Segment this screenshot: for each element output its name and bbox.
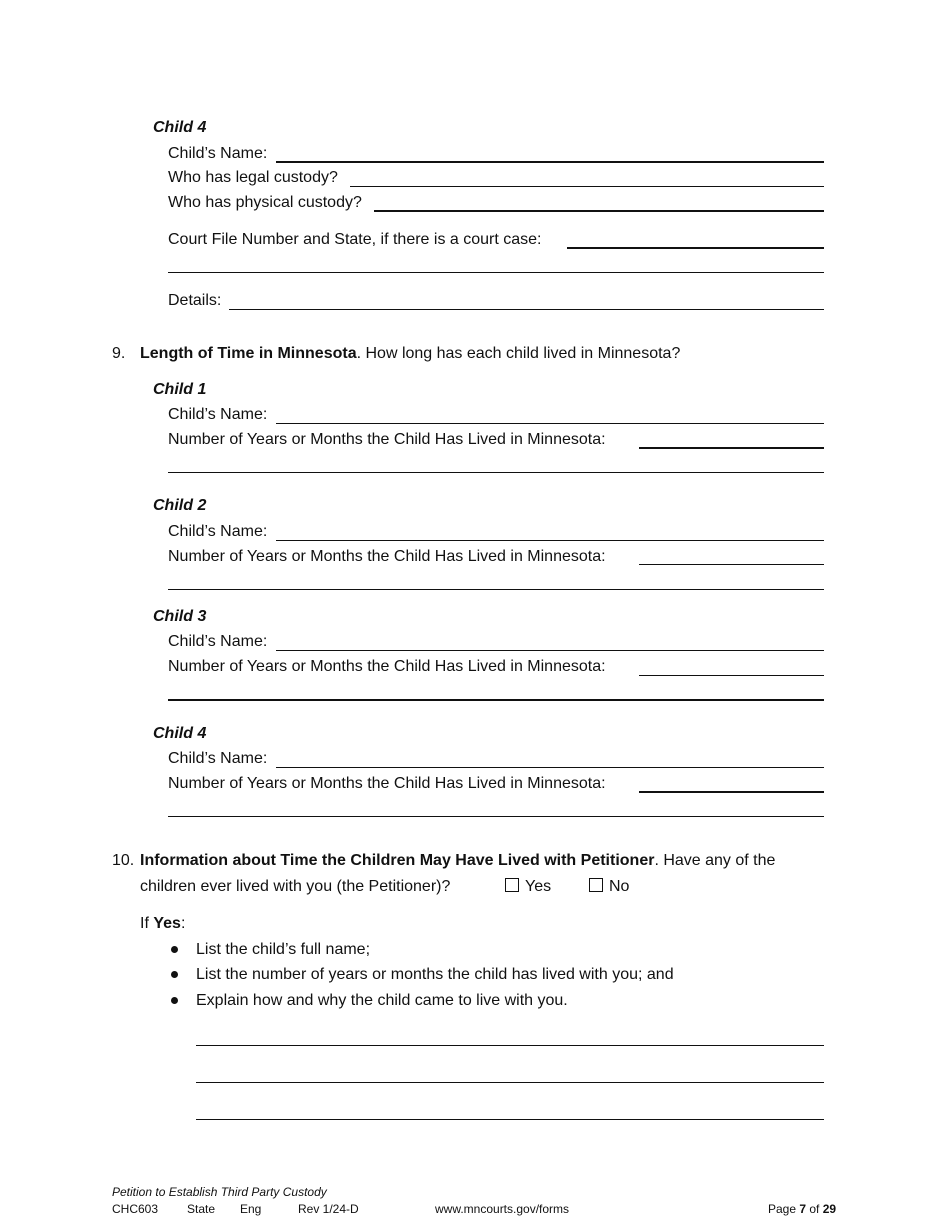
bullet-text-1: List the child’s full name;: [196, 941, 371, 958]
s9-child4-years-label: Number of Years or Months the Child Has Lived in Minnesota:: [168, 775, 606, 792]
s9-child1-title: Child 1: [153, 381, 207, 398]
section10-number: 10.: [112, 852, 135, 869]
child4-name-label: Child’s Name:: [168, 145, 268, 162]
section10-heading: [140, 852, 775, 870]
s9-child2-title: Child 2: [153, 497, 207, 514]
footer-page-prefix: Page: [768, 1202, 800, 1216]
explanation-line-2[interactable]: [196, 1082, 824, 1083]
yes-checkbox-box[interactable]: [505, 878, 519, 892]
child4-custody-title: Child 4: [153, 119, 207, 136]
bullet-text-3: Explain how and why the child came to live with you.: [196, 992, 568, 1009]
footer-page: [768, 1202, 836, 1216]
footer-state: State: [187, 1202, 216, 1216]
s9-child2-years-field[interactable]: [639, 564, 824, 565]
section9-number: 9.: [112, 345, 126, 362]
child4-legal-custody-label: Who has legal custody?: [168, 169, 338, 186]
section9-heading-text: Length of Time in Minnesota: [140, 345, 357, 362]
bullet-dot-2: [171, 971, 178, 978]
s9-child3-title: Child 3: [153, 608, 207, 625]
s9-child3-years-field-2[interactable]: [168, 699, 824, 701]
s9-child1-name-field[interactable]: [276, 423, 824, 424]
no-label: No: [609, 878, 630, 895]
if-yes-label: [140, 915, 185, 933]
child4-court-file-field-2[interactable]: [168, 272, 824, 273]
section10-question-2: children ever lived with you (the Petitioner)?: [140, 878, 451, 895]
footer-form-title-text: Petition to Establish Third Party Custody: [112, 1185, 327, 1199]
s9-child4-years-field[interactable]: [639, 791, 824, 793]
footer-code: CHC603: [112, 1202, 159, 1216]
footer-url[interactable]: www.mncourts.gov/forms: [435, 1202, 570, 1216]
section10-heading-text: Information about Time the Children May Have Lived with Petitioner: [140, 852, 655, 869]
bullet-dot-3: [171, 997, 178, 1004]
child4-physical-custody-label: Who has physical custody?: [168, 194, 362, 211]
footer-page-total: 29: [822, 1202, 837, 1216]
s9-child3-years-label: Number of Years or Months the Child Has Lived in Minnesota:: [168, 658, 606, 675]
footer-rev: Rev 1/24-D: [298, 1202, 359, 1216]
child4-court-file-label: Court File Number and State, if there is a court case:: [168, 231, 542, 248]
s9-child2-years-field-2[interactable]: [168, 589, 824, 590]
s9-child3-name-label: Child’s Name:: [168, 633, 268, 650]
s9-child3-name-field[interactable]: [276, 650, 824, 651]
if-yes-prefix: If: [140, 915, 154, 932]
child4-legal-custody-field[interactable]: [350, 186, 824, 187]
footer-form-title: [112, 1185, 327, 1199]
section9-heading: [140, 345, 680, 363]
no-checkbox-box[interactable]: [589, 878, 603, 892]
explanation-line-3[interactable]: [196, 1119, 824, 1120]
s9-child1-years-label: Number of Years or Months the Child Has Lived in Minnesota:: [168, 431, 606, 448]
child4-details-field[interactable]: [229, 309, 824, 310]
s9-child4-name-label: Child’s Name:: [168, 750, 268, 767]
child4-details-label: Details:: [168, 292, 222, 309]
child4-court-file-field[interactable]: [567, 247, 824, 249]
yes-checkbox[interactable]: [505, 878, 551, 896]
if-yes-bold: Yes: [153, 915, 181, 932]
child4-name-field[interactable]: [276, 161, 824, 163]
section9-question: . How long has each child lived in Minnesota?: [356, 345, 681, 362]
bullet-dot-1: [171, 946, 178, 953]
s9-child4-years-field-2[interactable]: [168, 816, 824, 817]
footer-page-of: of: [806, 1202, 823, 1216]
s9-child4-name-field[interactable]: [276, 767, 824, 768]
s9-child2-years-label: Number of Years or Months the Child Has Lived in Minnesota:: [168, 548, 606, 565]
footer-lang: Eng: [240, 1202, 262, 1216]
footer-page-num: 7: [799, 1202, 807, 1216]
s9-child1-years-field-2[interactable]: [168, 472, 824, 473]
no-checkbox[interactable]: [589, 878, 629, 896]
s9-child1-years-field[interactable]: [639, 447, 824, 449]
bullet-text-2: List the number of years or months the child has lived with you; and: [196, 966, 674, 983]
child4-physical-custody-field[interactable]: [374, 210, 824, 212]
s9-child3-years-field[interactable]: [639, 675, 824, 676]
yes-label: Yes: [525, 878, 552, 895]
s9-child4-title: Child 4: [153, 725, 207, 742]
s9-child1-name-label: Child’s Name:: [168, 406, 268, 423]
explanation-line-1[interactable]: [196, 1045, 824, 1046]
s9-child2-name-field[interactable]: [276, 540, 824, 541]
if-yes-suffix: :: [180, 915, 186, 932]
section10-question-1: . Have any of the: [654, 852, 776, 869]
s9-child2-name-label: Child’s Name:: [168, 523, 268, 540]
